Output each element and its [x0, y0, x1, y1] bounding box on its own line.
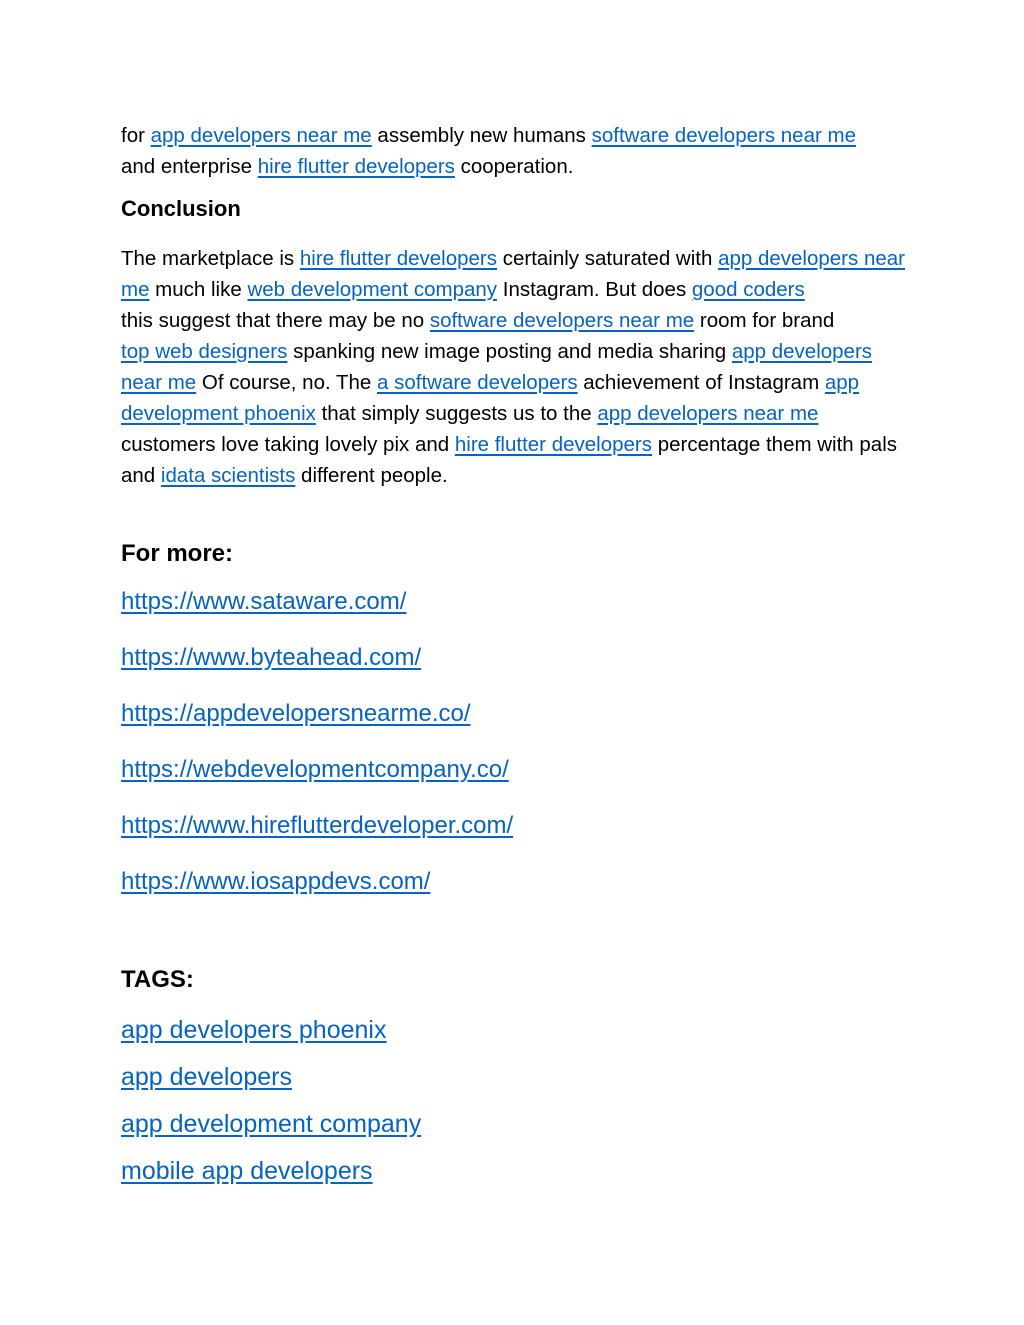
intro-text-2: assembly new humans [371, 124, 592, 147]
link-good-coders[interactable]: good coders [691, 278, 805, 301]
tag-link[interactable]: app development company [121, 1110, 422, 1138]
tags-heading: TAGS: [121, 966, 194, 993]
tag-list-item [121, 1012, 421, 1059]
conclusion-text: much like [149, 278, 248, 301]
link-app-developers-near-me[interactable]: app developers near me [597, 402, 819, 425]
conclusion-text: achievement of Instagram [577, 371, 825, 394]
intro-paragraph [121, 120, 856, 182]
conclusion-text: Instagram. But does [497, 278, 692, 301]
conclusion-heading: Conclusion [121, 196, 241, 221]
link-app-developers-near-me[interactable]: app developers near me [121, 340, 873, 394]
tag-list [121, 1012, 421, 1200]
url-list-item [121, 640, 513, 696]
conclusion-text: percentage them with pals and [121, 433, 897, 487]
conclusion-text: certainly saturated with [497, 247, 719, 270]
tag-list-item [121, 1059, 421, 1106]
intro-text-3: and enterprise [121, 155, 258, 178]
link-app-developers-near-me[interactable]: app developers near me [150, 124, 372, 147]
url-link[interactable]: https://appdevelopersnearme.co/ [121, 700, 471, 727]
url-link[interactable]: https://webdevelopmentcompany.co/ [121, 756, 509, 783]
link-hire-flutter-developers[interactable]: hire flutter developers [299, 247, 498, 270]
url-list-item [121, 752, 513, 808]
conclusion-text: The marketplace is [121, 247, 300, 270]
link-app-developers-near-me[interactable]: app developers near me [121, 247, 905, 301]
link-software-developers-near-me[interactable]: software developers near me [429, 309, 695, 332]
conclusion-text: that simply suggests us to the [315, 402, 598, 425]
link-web-development-company[interactable]: web development company [247, 278, 498, 301]
intro-text-4: cooperation. [454, 155, 574, 178]
url-list-item [121, 696, 513, 752]
url-link[interactable]: https://www.sataware.com/ [121, 588, 407, 615]
url-link[interactable]: https://www.byteahead.com/ [121, 644, 422, 671]
url-list-item [121, 808, 513, 864]
link-hire-flutter-developers[interactable]: hire flutter developers [257, 155, 455, 178]
url-list-item [121, 864, 513, 920]
link-a-software-developers[interactable]: a software developers [377, 371, 578, 394]
link-software-developers-near-me[interactable]: software developers near me [591, 124, 856, 147]
link-top-web-designers[interactable]: top web designers [121, 340, 288, 363]
conclusion-text: spanking new image posting and media sharing [287, 340, 732, 363]
conclusion-text: Of course, no. The [196, 371, 378, 394]
for-more-url-list [121, 584, 513, 920]
url-link[interactable]: https://www.iosappdevs.com/ [121, 868, 431, 895]
conclusion-text: room for brand [694, 309, 835, 332]
url-list-item [121, 584, 513, 640]
tag-link[interactable]: app developers [121, 1063, 292, 1091]
url-link[interactable]: https://www.hireflutterdeveloper.com/ [121, 812, 514, 839]
intro-text-1: for [121, 124, 151, 147]
conclusion-paragraph [121, 243, 911, 491]
conclusion-text: different people. [295, 464, 448, 487]
link-idata-scientists[interactable]: idata scientists [160, 464, 296, 487]
link-hire-flutter-developers[interactable]: hire flutter developers [454, 433, 652, 456]
tag-list-item [121, 1106, 421, 1153]
tag-link[interactable]: app developers phoenix [121, 1016, 387, 1044]
link-app-development-phoenix[interactable]: app development phoenix [121, 371, 860, 425]
for-more-heading: For more: [121, 540, 234, 567]
tag-link[interactable]: mobile app developers [121, 1157, 373, 1185]
tag-list-item [121, 1153, 421, 1200]
conclusion-text: this suggest that there may be no [121, 309, 430, 332]
conclusion-text: customers love taking lovely pix and [121, 433, 455, 456]
